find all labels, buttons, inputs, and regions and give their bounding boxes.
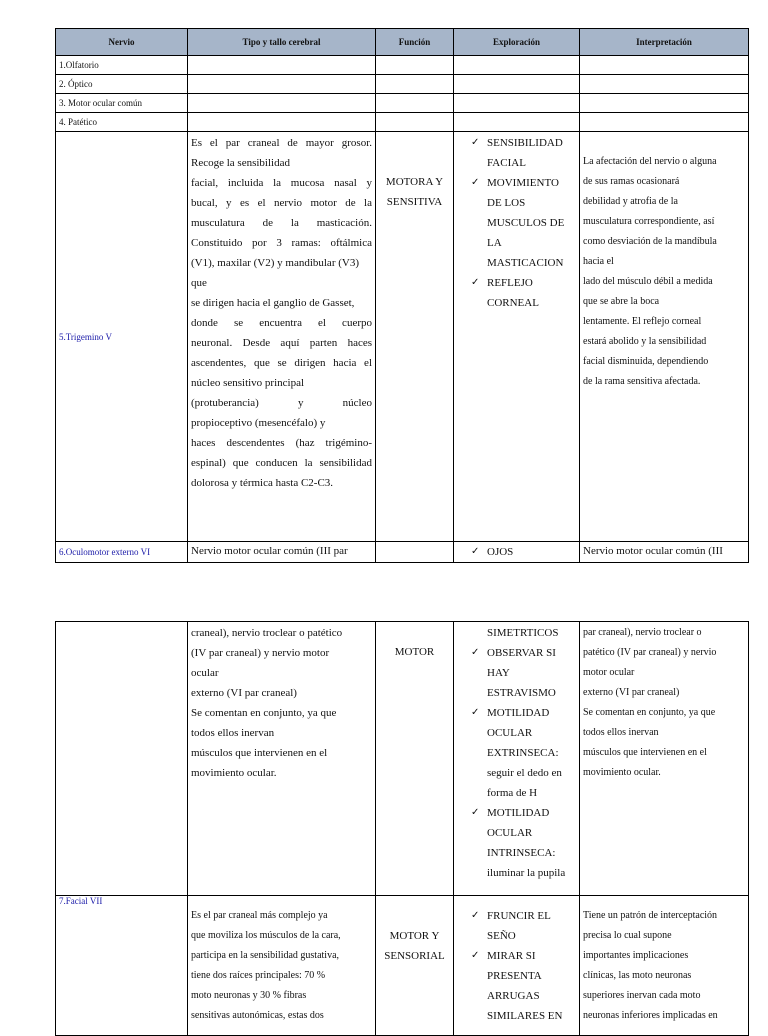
interpretacion-cell: Tiene un patrón de interceptación precisa lo cual supone importantes implicaciones clínicas, las moto neuronas superiores inervan cada moto neuronas inferiores implicadas en	[580, 896, 749, 1036]
tipo-cell: Nervio motor ocular común (III par	[188, 542, 376, 563]
table-row-oculomotor-cont	[56, 622, 749, 896]
exploracion-cell	[454, 622, 580, 896]
exploracion-item: ✓ OBSERVAR SI HAY ESTRAVISMO	[471, 643, 576, 703]
exploracion-item: ✓ SENSIBILIDAD FACIAL	[471, 133, 576, 173]
table-row	[56, 113, 749, 132]
interpretacion-cell: La afectación del nervio o alguna de sus ramas ocasionará debilidad y atrofia de la musculatura correspondiente, así como desviación de la mandíbula hacia el lado del músculo débil a medida que se abre la boca lentamente. El reflejo corneal estará abolido y la sensibilidad facial disminuida, dependiendo de la rama sensitiva afectada.	[580, 132, 749, 542]
header-exploracion: Exploración	[454, 29, 580, 56]
nerve-name: 7.Facial VII	[56, 896, 188, 1036]
nerve-name: 5.Trigemino V	[56, 132, 188, 542]
exploracion-cell	[454, 896, 580, 1036]
header-nervio: Nervio	[56, 29, 188, 56]
nerve-name: 3. Motor ocular común	[56, 94, 188, 113]
exploracion-item: ✓ MIRAR SI PRESENTA ARRUGAS SIMILARES EN	[471, 946, 576, 1026]
table-row-trigemino	[56, 132, 749, 542]
exploracion-item: ✓ OJOS	[471, 543, 576, 561]
funcion-cell: MOTOR Y SENSORIAL	[376, 896, 454, 1036]
funcion-cell: MOTORA Y SENSITIVA	[376, 132, 454, 542]
table-row-facial	[56, 896, 749, 1036]
exploracion-item-continued: SIMETRTICOS	[487, 627, 559, 639]
tipo-cell: Es el par craneal más complejo ya que moviliza los músculos de la cara, participa en la sensibilidad gustativa, tiene dos raíces principales: 70 % moto neuronas y 30 % fibras sensitivas autonómicas, estas dos	[188, 896, 376, 1036]
nerve-name: 2. Óptico	[56, 75, 188, 94]
nerve-name: 1.Olfatorio	[56, 56, 188, 75]
exploracion-item: ✓ MOVIMIENTO DE LOS MUSCULOS DE LA MASTICACION	[471, 173, 576, 273]
interpretacion-cell: Nervio motor ocular común (III	[580, 542, 749, 563]
table-row	[56, 94, 749, 113]
cranial-nerves-table-continued	[55, 621, 749, 1036]
table-row	[56, 56, 749, 75]
tipo-cell: Es el par craneal de mayor grosor. Recoge la sensibilidad facial, incluida la mucosa nasal y bucal, y es el nervio motor de la musculatura de la masticación. Constituido por 3 ramas: oftálmica (V1), maxilar (V2) y mandibular (V3) que se dirigen hacia el ganglio de Gasset, donde se encuentra el cuerpo neuronal. Desde aquí parten haces ascendentes, que se dirigen hacia el núcleo sensitivo principal (protuberancia) y núcleo propioceptivo (mesencéfalo) y haces descendentes (haz trigémino- espinal) que conducen la sensibilidad dolorosa y térmica hasta C2-C3.	[188, 132, 376, 542]
exploracion-cell	[454, 132, 580, 542]
table-row-oculomotor	[56, 542, 749, 563]
header-tipo: Tipo y tallo cerebral	[188, 29, 376, 56]
cranial-nerves-table-top	[55, 28, 749, 563]
funcion-cell: MOTOR	[376, 622, 454, 896]
exploracion-item: ✓ FRUNCIR EL SEÑO	[471, 906, 576, 946]
tipo-cell: craneal), nervio troclear o patético (IV par craneal) y nervio motor ocular externo (VI par craneal) Se comentan en conjunto, ya que todos ellos inervan músculos que intervienen en el movimiento ocular.	[188, 622, 376, 896]
table-row	[56, 75, 749, 94]
nerve-name: 4. Patético	[56, 113, 188, 132]
exploracion-item: ✓ MOTILIDAD OCULAR EXTRINSECA: seguir el dedo en forma de H	[471, 703, 576, 803]
exploracion-item: ✓ REFLEJO CORNEAL	[471, 273, 576, 313]
header-interpretacion: Interpretación	[580, 29, 749, 56]
exploracion-item: ✓ MOTILIDAD OCULAR INTRINSECA: iluminar la pupila	[471, 803, 576, 883]
interpretacion-cell: par craneal), nervio troclear o patético (IV par craneal) y nervio motor ocular externo (VI par craneal) Se comentan en conjunto, ya que todos ellos inervan músculos que intervienen en el movimiento ocular.	[580, 622, 749, 896]
nerve-name: 6.Oculomotor externo VI	[56, 542, 188, 563]
header-funcion: Función	[376, 29, 454, 56]
exploracion-cell	[454, 542, 580, 563]
header-row	[56, 29, 749, 56]
